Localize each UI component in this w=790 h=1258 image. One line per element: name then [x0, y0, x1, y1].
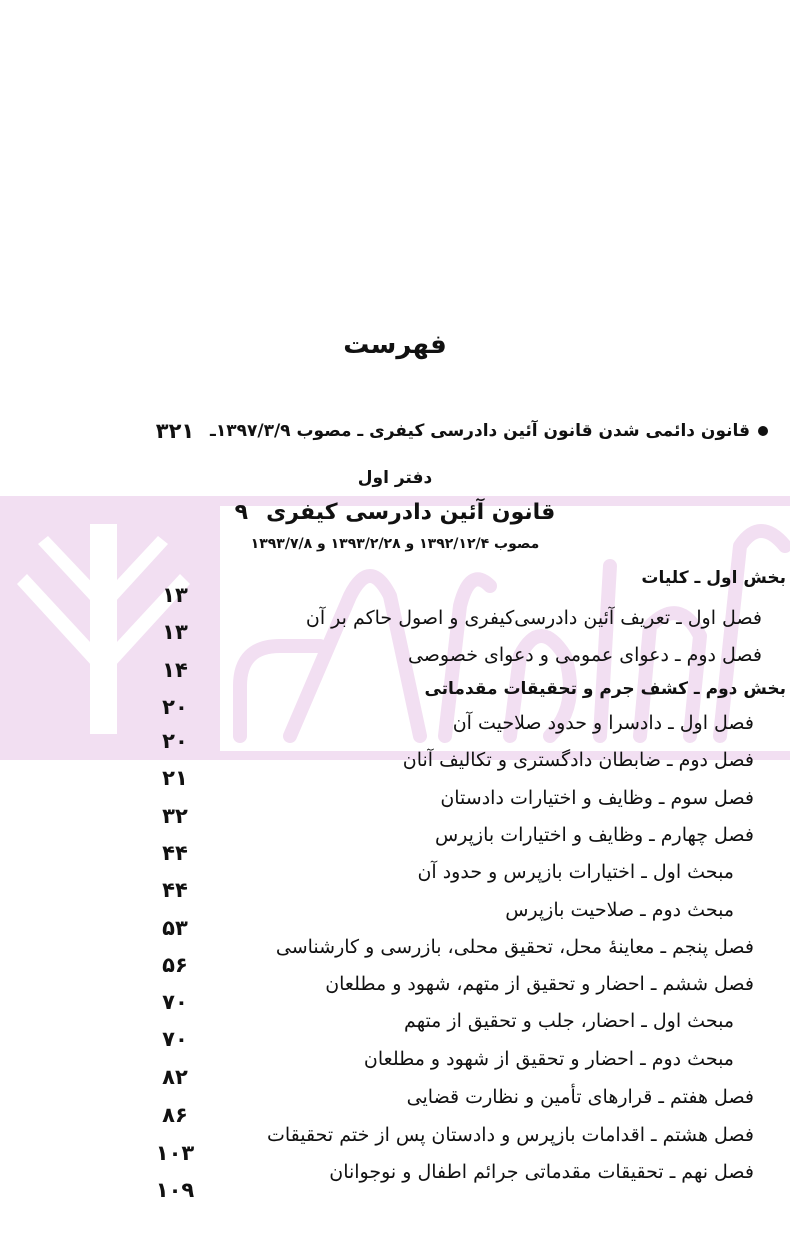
toc-entry-text: قانون دائمی شدن قانون آئین دادرسی کیفری ـ مصوب ۱۳۹۷/۳/۹ـ: [210, 421, 750, 441]
toc-page-number: ۷۰: [162, 1027, 188, 1051]
toc-entry-chapter[interactable]: [0, 1082, 790, 1127]
toc-page-number: ۲۰: [162, 729, 188, 753]
toc-page-number: ۱۰۹: [155, 1178, 195, 1202]
toc-entry-chapter[interactable]: [0, 1120, 790, 1165]
toc-entry-section[interactable]: [0, 895, 790, 940]
toc-entry-section[interactable]: [0, 1006, 790, 1051]
toc-entry-text: مبحث دوم ـ احضار و تحقیق از شهود و مطلعان: [363, 1048, 734, 1070]
law-title-text: قانون آئین دادرسی کیفری: [266, 500, 556, 525]
toc-page-number: ۱۴: [162, 658, 188, 682]
toc-page-number: ۸۲: [162, 1065, 188, 1089]
toc-page-number: ۴۴: [162, 878, 188, 902]
toc-entry-chapter[interactable]: [0, 640, 790, 682]
toc-page-number: ۲۱: [162, 766, 188, 790]
toc-entry-section[interactable]: [0, 857, 790, 902]
toc-entry-text: فصل هشتم ـ اقدامات بازپرس و دادستان پس از ختم تحقیقات: [267, 1124, 754, 1146]
toc-entry-text: فصل دوم ـ ضابطان دادگستری و تکالیف آنان: [402, 749, 754, 771]
toc-entry-text: بخش اول ـ کلیات: [641, 568, 786, 588]
toc-entry-text: فصل اول ـ تعریف آئین دادرسی‌کیفری و اصول حاکم بر آن: [305, 607, 762, 629]
toc-entry-text: فصل پنجم ـ معاینهٔ محل، تحقیق محلی، بازرسی و کارشناسی: [275, 936, 754, 958]
toc-page-number: ۱۳: [162, 620, 188, 644]
toc-entry-text: فصل ششم ـ احضار و تحقیق از متهم، شهود و مطلعان: [325, 973, 754, 995]
toc-entry-chapter[interactable]: [0, 745, 790, 790]
toc-entry-chapter[interactable]: [0, 708, 790, 753]
toc-entry-chapter[interactable]: [0, 783, 790, 828]
toc-entry-section[interactable]: [0, 1044, 790, 1089]
toc-entry-text: مبحث اول ـ احضار، جلب و تحقیق از متهم: [404, 1010, 734, 1032]
toc-intro-entry[interactable]: [0, 416, 790, 454]
law-title: [0, 500, 790, 525]
toc-entry-text: فصل دوم ـ دعوای عمومی و دعوای خصوصی: [407, 644, 762, 666]
toc-entry-text: مبحث دوم ـ صلاحیت بازپرس: [505, 899, 734, 921]
approval-dates: مصوب ۱۳۹۲/۱۲/۴ و ۱۳۹۳/۲/۲۸ و ۱۳۹۳/۷/۸: [250, 536, 540, 552]
toc-entry-chapter[interactable]: [0, 603, 790, 644]
toc-entry-text: فصل سوم ـ وظایف و اختیارات دادستان: [440, 787, 754, 809]
toc-entry-chapter[interactable]: [0, 932, 790, 977]
toc-entry-text: بخش دوم ـ کشف جرم و تحقیقات مقدماتی: [424, 679, 786, 699]
toc-entry-text: فصل هفتم ـ قرارهای تأمین و نظارت قضایی: [406, 1086, 754, 1108]
toc-entry-chapter[interactable]: [0, 1157, 790, 1202]
toc-page-number: ۲۰: [162, 695, 188, 719]
toc-entry-text: فصل چهارم ـ وظایف و اختیارات بازپرس: [434, 824, 754, 846]
page-title: فهرست: [343, 330, 447, 360]
toc-page-number: ۱۰۳: [155, 1141, 195, 1165]
toc-entry-text: مبحث اول ـ اختیارات بازپرس و حدود آن: [417, 861, 734, 883]
toc-page-number: ۱۳: [162, 583, 188, 607]
law-title-page: ۹: [234, 500, 249, 525]
toc-page-number: ۵۶: [162, 953, 188, 977]
toc-page-number: ۷۰: [162, 990, 188, 1014]
toc-entry-text: فصل نهم ـ تحقیقات مقدماتی جرائم اطفال و نوجوانان: [329, 1161, 754, 1183]
toc-entry-chapter[interactable]: [0, 820, 790, 865]
toc-entry-chapter[interactable]: [0, 969, 790, 1014]
toc-page-number: ۳۲: [162, 804, 188, 828]
volume-label: دفتر اول: [357, 468, 433, 488]
toc-page-number: ۸۶: [162, 1103, 188, 1127]
toc-entry-text: فصل اول ـ دادسرا و حدود صلاحیت آن: [452, 712, 754, 734]
toc-entry-part[interactable]: [0, 674, 790, 719]
toc-page-number: ۳۲۱: [155, 419, 195, 443]
toc-page-number: ۵۳: [162, 916, 188, 940]
bullet-icon: [758, 426, 768, 436]
toc-page-number: ۴۴: [162, 841, 188, 865]
